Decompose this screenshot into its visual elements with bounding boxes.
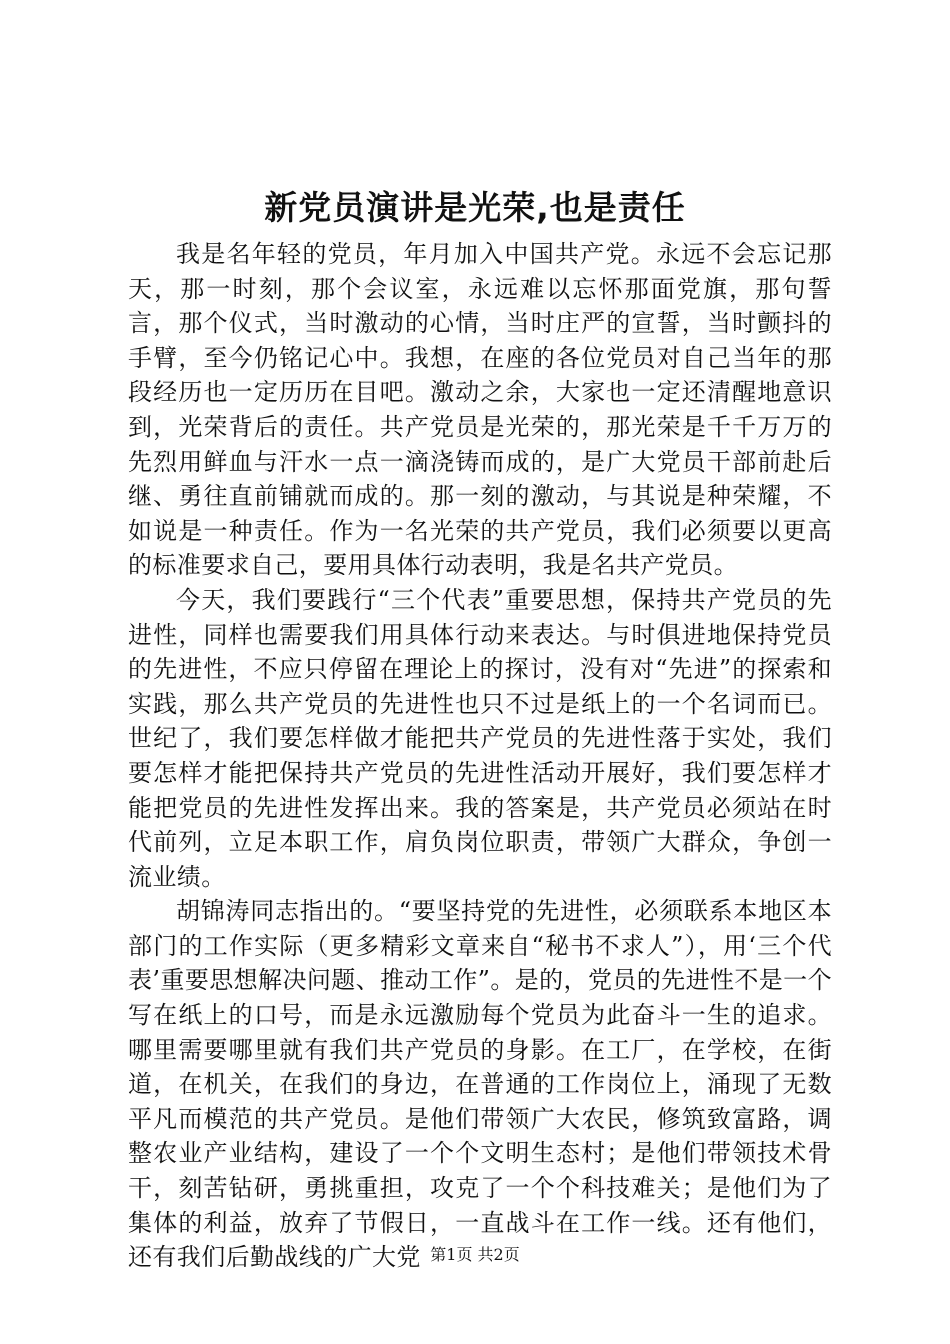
document-title: 新党员演讲是光荣,也是责任 bbox=[264, 188, 686, 227]
paragraph-2: 今天，我们要践行“三个代表”重要思想，保持共产党员的先进性，同样也需要我们用具体行动来表达。与时俱进地保持党员的先进性，不应只停留在理论上的探讨，没有对“先进”的探索和实践，那么共产党员的先进性也只不过是纸上的一个名词而已。世纪了，我们要怎样做才能把共产党员的先进性落于实处，我们要怎样才能把保持共产党员的先进性活动开展好，我们要怎样才能把党员的先进性发挥出来。我的答案是，共产党员必须站在时代前列，立足本职工作，肩负岗位职责，带领广大群众，争创一流业绩。 bbox=[128, 585, 832, 891]
page-number-footer: 第1页 共2页 bbox=[430, 1245, 520, 1264]
paragraph-3: 胡锦涛同志指出的。“要坚持党的先进性，必须联系本地区本部门的工作实际（更多精彩文章来自“秘书不求人”），用‘三个代表’重要思想解决问题、推动工作”。是的，党员的先进性不是一个写在纸上的口号，而是永远激励每个党员为此奋斗一生的追求。哪里需要哪里就有我们共产党员的身影。在工厂，在学校，在街道，在机关，在我们的身边，在普通的工作岗位上，涌现了无数平凡而模范的共产党员。是他们带领广大农民，修筑致富路，调整农业产业结构，建设了一个个文明生态村；是他们带领技术骨干，刻苦钻研，勇挑重担，攻克了一个个科技难关；是他们为了集体的利益，放弃了节假日，一直战斗在工作一线。还有他们，还有我们后勤战线的广大党 bbox=[128, 897, 832, 1272]
paragraph-1: 我是名年轻的党员，年月加入中国共产党。永远不会忘记那天，那一时刻，那个会议室，永远难以忘怀那面党旗，那句誓言，那个仪式，当时激动的心情，当时庄严的宣誓，当时颤抖的手臂，至今仍铭记心中。我想，在座的各位党员对自己当年的那段经历也一定历历在目吧。激动之余，大家也一定还清醒地意识到，光荣背后的责任。共产党员是光荣的，那光荣是千千万万的先烈用鲜血与汗水一点一滴浇铸而成的，是广大党员干部前赴后继、勇往直前铺就而成的。那一刻的激动，与其说是种荣耀，不如说是一种责任。作为一名光荣的共产党员，我们必须要以更高的标准要求自己，要用具体行动表明，我是名共产党员。 bbox=[128, 240, 832, 580]
document-body bbox=[128, 237, 832, 1275]
